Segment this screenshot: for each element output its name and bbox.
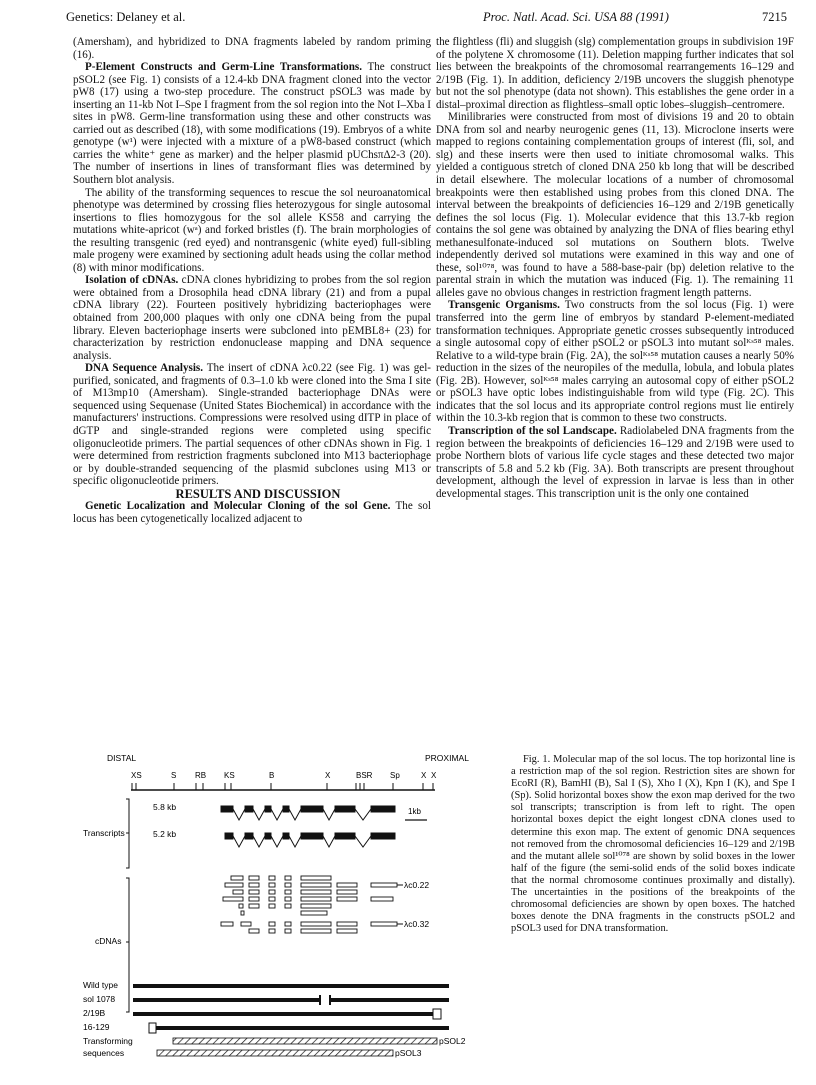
transforming-sequences [83, 1036, 466, 1058]
site-label: XS [131, 771, 142, 780]
paragraph-text: Radiolabeled DNA fragments from the region between the breakpoints of deficiencies 16–129 and 2/19B were used to probe Northern blots of various life cycle stages and these detected two major transcripts of 5.8 and 5.2 kb (Fig. 3A). Both transcripts are present throughout development, although the level of expression in larvae is less than in other developmental stages. This transcription unit is the only one contained [436, 424, 795, 500]
scale-bar-label: 1kb [408, 807, 421, 816]
paragraph [436, 299, 794, 424]
site-label: KS [224, 771, 235, 780]
wild-type-label: Wild type [83, 980, 118, 990]
subsection-heading: Isolation of cDNAs. [85, 274, 179, 287]
figure-1-molecular-map [73, 752, 503, 1062]
running-header-journal: Proc. Natl. Acad. Sci. USA 88 (1991) [483, 10, 669, 24]
restriction-map [131, 783, 435, 790]
paragraph-text: cDNA clones hybridizing to probes from the sol region were obtained from a Drosophila head cDNA library (21) and from a pupal cDNA library (22). Fourteen positively hybridizing bacteriophages were obtained from 200,000 plaques with only one cDNA being from the pupal library. Eleven bacteriophage inserts were subcloned into pEMBL8+ (23) for characterization by restriction endonuclease mapping and DNA sequence analysis. [73, 274, 431, 362]
transcript-5.8-label: 5.8 kb [153, 802, 177, 812]
cdna-clones [221, 876, 397, 933]
caption-text: Fig. 1. Molecular map of the sol locus. The top horizontal line is a restriction map of the sol region. Restriction sites are shown for EcoRI (R), BamHI (B), Sal I (S), Xho I (X), Kpn I (K), and Spe I (Sp). Solid horizontal boxes show the exon map derived for the two sol transcripts; transcription is from left to right. The open horizontal boxes depict the eight longest cDNA clones used to determine this exon map. The extent of genomic DNA sequences not removed from the chromosomal deficiencies 16–129 and 2/19B and the mutant allele sol¹⁰⁷⁸ are shown by solid boxes in the lower half of the figure (the semi-solid ends of the solid boxes indicate that the normal chromosome continues proximally and distally). The uncertainties in the positions of the breakpoints of the chromosomal deficiencies are shown by open boxes. The hatched boxes denote the DNA fragments in the constructs pSOL2 and pSOL3 used for DNA transformation. [511, 754, 795, 935]
subsection-heading: DNA Sequence Analysis. [85, 362, 203, 375]
paragraph-text: Two constructs from the sol locus (Fig. 1) were transferred into the germ line of embryos by standard P-element-mediated transformation techniques. Appropriate genetic crosses subsequently introduced a single autosomal copy of either pSOL2 or pSOL3 into mutant solᴷˢ⁵⁸ males. Relative to a wild-type brain (Fig. 2A), the solᴷˢ⁵⁸ mutation causes a nearly 50% reduction in the sizes of the neuropiles of the medulla, lobula, and lobula plates (Fig. 2B). However, solᴷˢ⁵⁸ males carrying an autosomal copy of either pSOL2 or pSOL3 have optic lobes indistinguishable from wild type (Fig. 2C). This indicates that the sol locus and its appropriate control regions must lie entirely within the 10.3-kb region that is common to these two constructs. [436, 299, 794, 425]
paragraph: the flightless (fli) and sluggish (slg) complementation groups in subdivision 19F of the polytene X chromosome (11). Deletion mapping further indicates that sol lies between the breakpoints of the chromosomal rearrangements 16–129 and 2/19B (Fig. 1). In addition, deficiency 2/19B uncovers the sluggish phenotype but not the sol phenotype (data not shown). This establishes the gene order in a distal–proximal direction as flightless–small optic lobes–sluggish–centromere. [436, 36, 794, 111]
proximal-label: PROXIMAL [425, 753, 469, 763]
paragraph: (Amersham), and hybridized to DNA fragments labeled by random priming (16). [73, 36, 431, 61]
transcripts-label: Transcripts [83, 828, 125, 838]
paragraph [73, 500, 431, 525]
paragraph [73, 274, 431, 362]
deficiency-16-129-label: 16-129 [83, 1022, 110, 1032]
clone-label-lambda-c0.22: λc0.22 [404, 880, 430, 890]
restriction-site-labels [131, 771, 437, 780]
left-column [73, 36, 431, 525]
site-label: B [269, 771, 275, 780]
site-label: S [171, 771, 177, 780]
subsection-heading: Genetic Localization and Molecular Cloning of the sol Gene. [85, 500, 391, 513]
paragraph [73, 61, 431, 186]
site-label: X [431, 771, 437, 780]
paragraph: The ability of the transforming sequences to rescue the sol neuroanatomical phenotype was determined by crossing flies heterozygous for single autosomal insertions to flies homozygous for the sol allele KS58 and carrying the mutations white-apricot (wᵃ) and forked bristles (f). The brain morphologies of the resulting transgenic (red eyed) and nontransgenic (white eyed) full-sibling male progeny were examined by sectioning adult heads using the collar method (8) with minor modifications. [73, 186, 431, 274]
paragraph-text: The construct pSOL2 (see Fig. 1) consists of a 12.4-kb DNA fragment cloned into the vector pW8 (17) using a two-step procedure. The construct pSOL3 was made by inserting an 11-kb Not I–Spe I fragment from the sol region into the Not I–Xba I sites in pW8. Germ-line transformation using these and other constructs was carried out as described (18), with some modifications (19). Embryos of a white genotype (w¹) were injected with a mixture of a pW8-based construct (which carries the white⁺ gene as marker) and the helper plasmid pUChsπΔ2-3 (20). The number of insertions in lines of transformant flies was determined by Southern blot analysis. [73, 61, 431, 187]
sequences-label: sequences [83, 1048, 125, 1058]
genotype-bars [83, 980, 449, 1033]
right-column [436, 36, 794, 500]
deficiency-2-19B-label: 2/19B [83, 1008, 106, 1018]
running-header-authors: Genetics: Delaney et al. [66, 10, 186, 24]
site-label: BSR [356, 771, 373, 780]
clone-label-lambda-c0.32: λc0.32 [404, 919, 430, 929]
psol2-label: pSOL2 [439, 1036, 466, 1046]
subsection-heading: Transgenic Organisms. [448, 299, 560, 312]
page-number: 7215 [762, 10, 787, 24]
sol1078-label: sol 1078 [83, 994, 116, 1004]
section-title: RESULTS AND DISCUSSION [175, 486, 341, 501]
paragraph [73, 362, 431, 487]
site-label: RB [195, 771, 207, 780]
figure-1-caption [511, 754, 795, 935]
subsection-heading: Transcription of the sol Landscape. [448, 424, 617, 437]
cdnas-label: cDNAs [95, 936, 122, 946]
transcript-5.2-exons [225, 833, 395, 847]
paragraph: Minilibraries were constructed from most of divisions 19 and 20 to obtain DNA from sol and nearby neurogenic genes (11, 13). Microclone inserts were mapped to regions containing complementation groups of interest (fli, sol, and slg) and these inserts were then used to initiate chromosomal walks. This yielded a contiguous stretch of cloned DNA 250 kb long that will be described in detail elsewhere. The molecular locations of a number of chromosomal breakpoints were then established using probes from this cloned DNA. The interval between the breakpoints of deficiencies 16–129 and 2/19B genetically defines the sol locus (Fig. 1). Molecular evidence that this 13.7-kb region contains the sol gene was obtained by analyzing the DNA of flies bearing ethyl methanesulfonate-induced sol mutations on Southern blots. Twelve independently derived sol mutations were examined in this way and one of these, sol¹⁰⁷⁸, was found to have a 588-base-pair (bp) deletion relative to the parental strain in which the mutation was induced (Fig. 1). The remaining 11 alleles gave no obvious changes in restriction fragment length patterns. [436, 111, 794, 299]
site-label: X [325, 771, 331, 780]
transcript-5.8-exons [221, 806, 395, 820]
transcript-5.2-label: 5.2 kb [153, 829, 177, 839]
paragraph-text: The sol locus has been cytogenetically localized adjacent to [73, 500, 431, 525]
paragraph-text: The insert of cDNA λc0.22 (see Fig. 1) was gel-purified, sonicated, and fragments of 0.3–1.0 kb were cloned into the Sma I site of M13mp10 (Amersham). Single-stranded bacteriophage DNAs were sequenced using Sequenase (United States Biochemical) in accordance with the manufacturers' instructions. Compressions were resolved using dITP in place of dGTP and single-stranded regions were completed using specific oligonucleotide primers. The partial sequences of other cDNAs shown in Fig. 1 were determined from restriction fragments subcloned into M13 bacteriophage or by double-stranded sequencing of the plasmid subclones using M13 or specific oligonucleotide primers. [73, 362, 431, 488]
transforming-label: Transforming [83, 1036, 133, 1046]
paragraph [436, 425, 794, 500]
site-label: Sp [390, 771, 400, 780]
subsection-heading: P-Element Constructs and Germ-Line Transformations. [85, 61, 362, 74]
distal-label: DISTAL [107, 753, 137, 763]
site-label: X [421, 771, 427, 780]
psol3-label: pSOL3 [395, 1048, 422, 1058]
